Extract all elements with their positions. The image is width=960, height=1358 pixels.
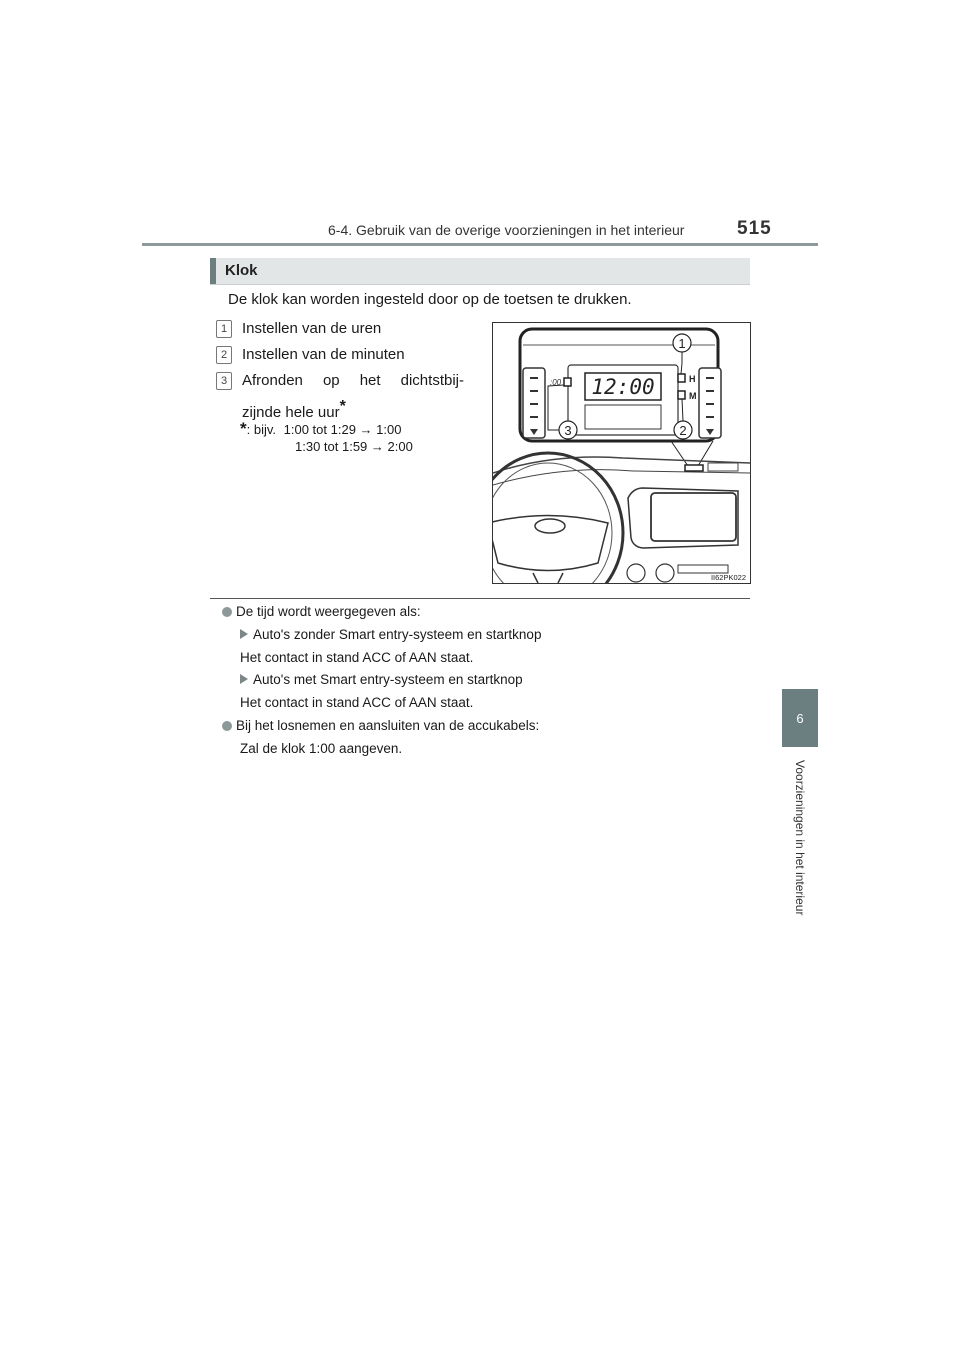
item-text-line1: Afronden op het dichtstbij-	[242, 372, 464, 389]
lower-display	[585, 405, 661, 429]
bullet-icon	[222, 721, 232, 731]
item-number: 2	[216, 346, 232, 364]
note-subitem-title: Auto's met Smart entry-systeem en startknop	[253, 672, 523, 687]
note-text: De tijd wordt weergegeven als:	[236, 604, 421, 619]
note-subitem	[240, 627, 541, 642]
note-text-continued: Zal de klok 1:00 aangeven.	[240, 741, 403, 756]
callout-2-label: 2	[679, 423, 687, 438]
triangle-bullet-icon	[240, 629, 248, 639]
section-heading-bar	[210, 258, 750, 285]
hour-button	[678, 374, 685, 382]
note-subitem-text: Het contact in stand ACC of AAN staat.	[240, 695, 474, 710]
item-text-line2: zijnde hele uur	[242, 404, 340, 421]
note-text: Bij het losnemen en aansluiten van de accukabels:	[236, 718, 540, 733]
clock-illustration-svg	[493, 323, 750, 583]
item-text	[242, 368, 464, 426]
section-intro: De klok kan worden ingesteld door op de toetsen te drukken.	[228, 291, 632, 308]
page-header-title: 6-4. Gebruik van de overige voorzieningen in het interieur	[328, 222, 685, 238]
note-subitem-text: Het contact in stand ACC of AAN staat.	[240, 650, 474, 665]
page-number: 515	[737, 218, 772, 239]
control-slot	[678, 565, 728, 573]
footnote-marker: *	[339, 398, 346, 415]
footnote-mark: *	[240, 419, 247, 438]
list-item	[216, 368, 476, 420]
steering-spoke	[533, 573, 563, 583]
steering-logo	[535, 519, 565, 533]
note-subitem-title: Auto's zonder Smart entry-systeem en startknop	[253, 627, 542, 642]
header-divider	[142, 243, 818, 246]
minute-button-label: M	[689, 391, 697, 401]
section-accent	[210, 258, 216, 284]
chapter-label-text: Voorzieningen in het interieur	[793, 760, 807, 916]
dash-clock	[685, 465, 703, 471]
section-title: Klok	[225, 262, 258, 279]
note-subitem	[240, 672, 523, 687]
dash-vent	[708, 463, 738, 471]
footnote-line2: 1:30 tot 1:59 → 2:00	[295, 439, 413, 454]
footnote-prefix: : bijv.	[246, 422, 277, 437]
triangle-bullet-icon	[240, 674, 248, 684]
chapter-tab: 6	[782, 689, 818, 747]
note-bullet	[222, 718, 539, 733]
section-divider	[210, 598, 750, 599]
round-button-label: :00	[550, 378, 562, 387]
note-bullet	[222, 604, 421, 619]
item-number: 3	[216, 372, 232, 390]
hour-button-label: H	[689, 374, 696, 384]
callout-3-label: 3	[564, 423, 572, 438]
callout-1-label: 1	[678, 336, 686, 351]
footnote-line1: 1:00 tot 1:29 → 1:00	[283, 422, 402, 437]
minute-button	[678, 391, 685, 399]
item-text: Instellen van de uren	[242, 320, 382, 337]
chapter-label	[782, 760, 818, 950]
bullet-icon	[222, 607, 232, 617]
footnote	[240, 420, 413, 455]
clock-time: 12:00	[591, 375, 655, 399]
dash-line	[493, 470, 750, 485]
pointer-line	[671, 441, 688, 466]
control-knob	[627, 564, 645, 582]
control-knob	[656, 564, 674, 582]
item-number: 1	[216, 320, 232, 338]
figure-code: II62PK022	[710, 573, 746, 582]
round-button	[564, 378, 571, 386]
pointer-line	[698, 441, 713, 466]
item-text: Instellen van de minuten	[242, 346, 405, 363]
infotainment-screen	[651, 493, 736, 541]
clock-illustration	[492, 322, 751, 584]
